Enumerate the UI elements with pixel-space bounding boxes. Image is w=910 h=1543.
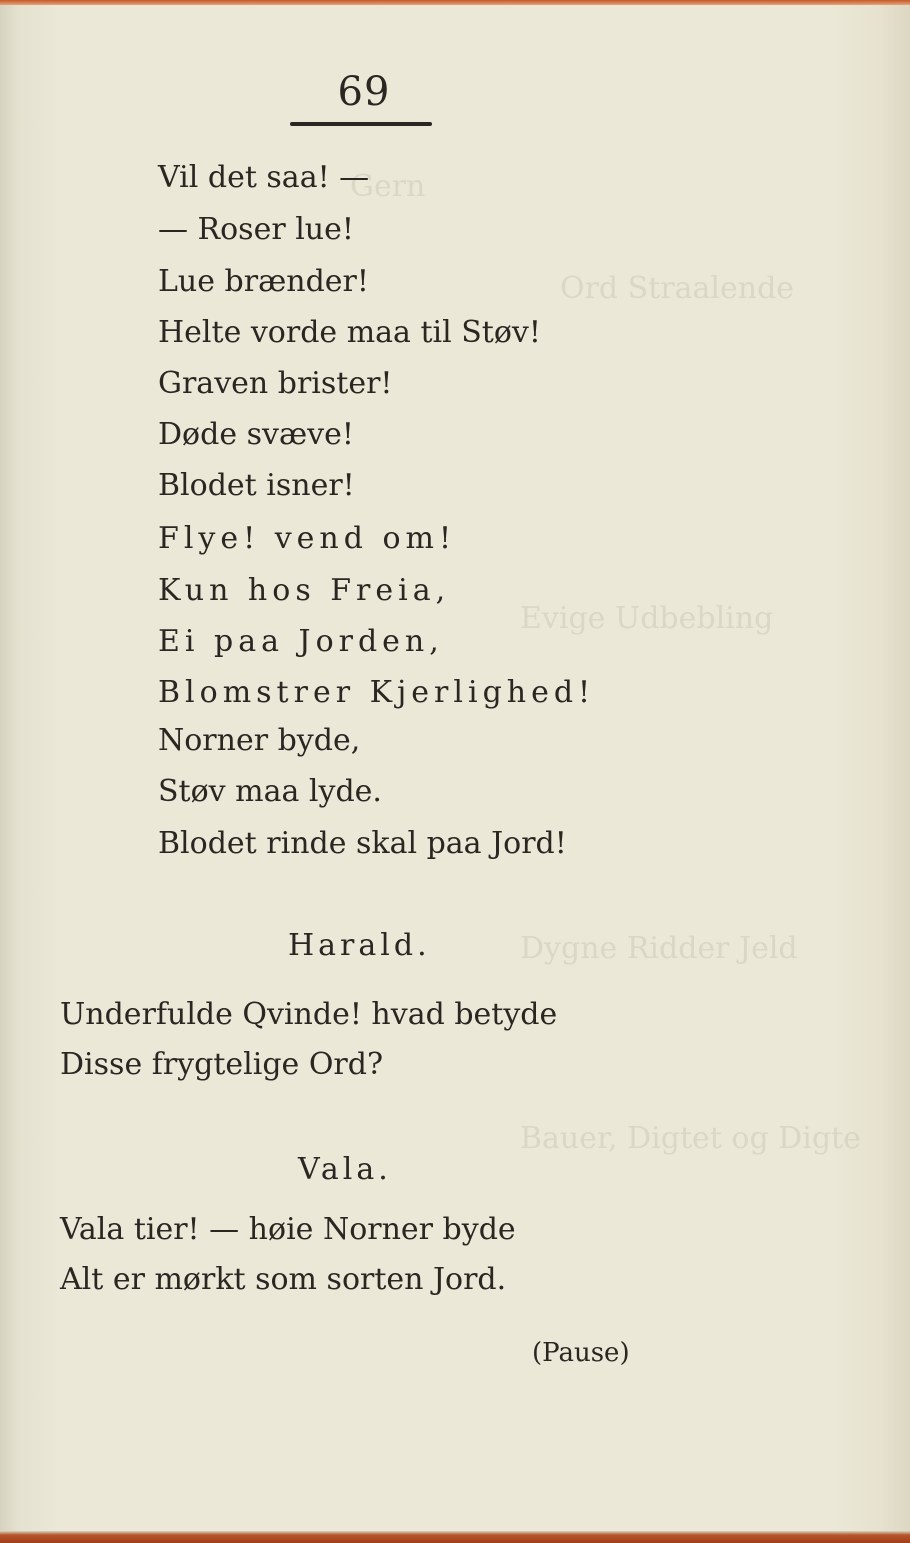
speaker-name: Vala. (298, 1152, 392, 1187)
verse-line: Norner byde, (158, 723, 361, 758)
verse-line: Kun hos Freia, (158, 573, 451, 608)
verse-line: Flye! vend om! (158, 521, 457, 556)
dialogue-line: Vala tier! — høie Norner byde (60, 1212, 516, 1247)
stage-direction: (Pause) (532, 1338, 630, 1368)
show-through-text: Gern (350, 169, 426, 204)
show-through-text: Dygne Ridder Jeld (520, 931, 798, 966)
verse-line: Blodet rinde skal paa Jord! (158, 826, 567, 861)
show-through-text: Evige Udbebling (520, 601, 774, 636)
verse-line: Blodet isner! (158, 468, 355, 503)
verse-line: Lue brænder! (158, 264, 369, 299)
verse-line: Vil det saa! — (158, 160, 370, 195)
dialogue-line: Disse frygtelige Ord? (60, 1047, 384, 1082)
header-rule (290, 122, 432, 126)
page-top-edge (0, 0, 910, 5)
show-through-text: Ord Straalende (560, 271, 795, 306)
verse-line: Graven brister! (158, 366, 393, 401)
verse-line: — Roser lue! (158, 212, 354, 247)
verse-line: Helte vorde maa til Støv! (158, 315, 541, 350)
dialogue-line: Underfulde Qvinde! hvad betyde (60, 997, 558, 1032)
page-number: 69 (337, 69, 391, 115)
verse-line: Døde svæve! (158, 417, 354, 452)
verse-line: Blomstrer Kjerlighed! (158, 675, 596, 710)
speaker-name: Harald. (288, 928, 431, 963)
show-through-text: Bauer, Digtet og Digte (520, 1121, 861, 1156)
dialogue-line: Alt er mørkt som sorten Jord. (60, 1262, 507, 1297)
verse-line: Støv maa lyde. (158, 774, 382, 809)
page-bottom-edge (0, 1531, 910, 1543)
verse-line: Ei paa Jorden, (158, 624, 444, 659)
